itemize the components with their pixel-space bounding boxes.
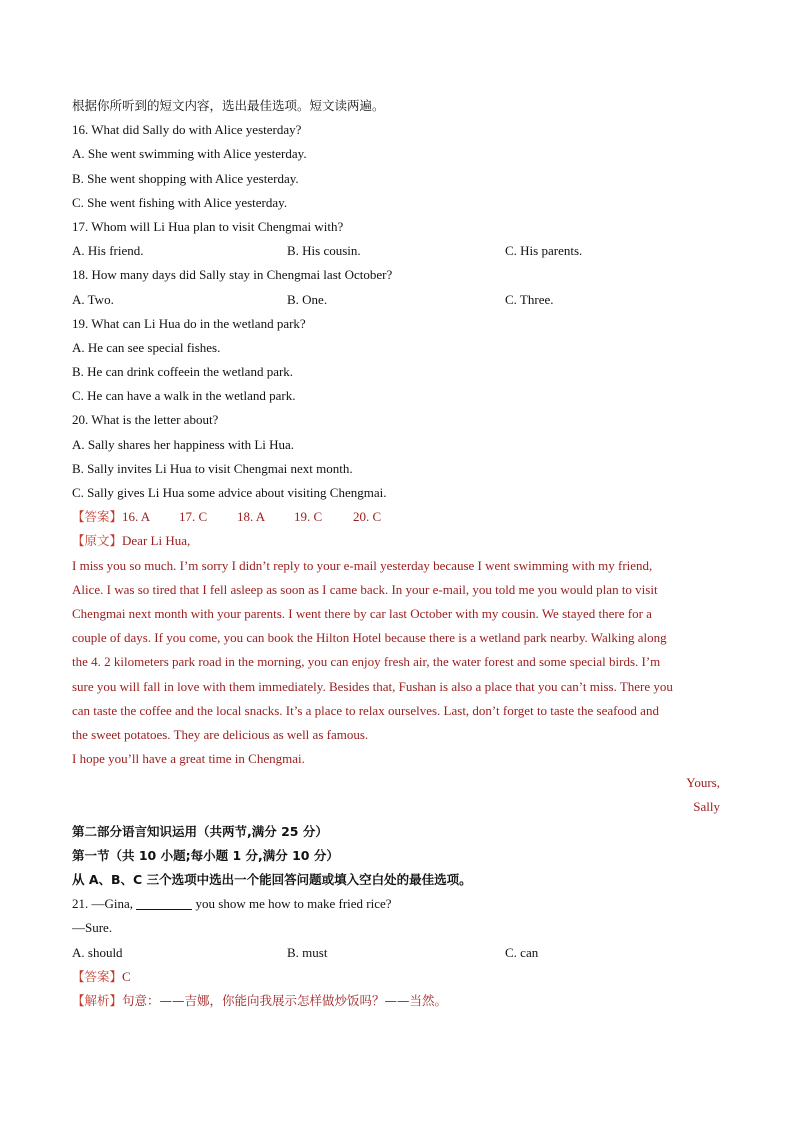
question-17-options: [72, 239, 722, 263]
question-20-option-b: B. Sally invites Li Hua to visit Chengmai next month.: [72, 460, 353, 476]
question-19-option-a: A. He can see special fishes.: [72, 339, 221, 355]
letter-line: couple of days. If you come, you can book the Hilton Hotel because there is a wetland park nearby. Walking along: [72, 630, 667, 646]
question-17-stem: 17. Whom will Li Hua plan to visit Chengmai with?: [72, 218, 344, 234]
letter-line: the sweet potatoes. They are delicious as well as famous.: [72, 726, 369, 742]
question-17-option-c: C. His parents.: [505, 243, 583, 259]
letter-line: I hope you’ll have a great time in Chengmai.: [72, 751, 305, 767]
answer-tag: 【答案】: [72, 509, 123, 525]
answer-tag: 【答案】: [72, 968, 123, 984]
question-16-stem: 16. What did Sally do with Alice yesterday?: [72, 122, 302, 138]
question-19-stem: 19. What can Li Hua do in the wetland park?: [72, 315, 306, 331]
question-20-option-c: C. Sally gives Li Hua some advice about visiting Chengmai.: [72, 485, 387, 500]
letter-line: Chengmai next month with your parents. I went there by car last October with my cousin. We stayed there for a: [72, 605, 652, 621]
question-18-option-a: A. Two.: [72, 291, 114, 307]
question-21-options: [72, 941, 722, 965]
page-content: [72, 94, 722, 1013]
question-21-option-c: C. can: [505, 944, 539, 960]
question-21-reply: —Sure.: [72, 920, 113, 936]
answer-blank: [136, 895, 192, 910]
answer-item: 17. C: [179, 509, 208, 525]
question-16-option-c: C. She went fishing with Alice yesterday.: [72, 194, 288, 210]
letter-line: Alice. I was so tired that I fell asleep as soon as I came back. In your e-mail, you told me you would plan to visit: [72, 581, 658, 597]
question-21-stem-start: 21. —Gina,: [72, 896, 137, 912]
part2-instruction: 从 A、B、C 三个选项中选出一个能回答问题或填入空白处的最佳选项。: [72, 872, 472, 887]
letter-signature: Sally: [693, 799, 720, 815]
question-21-stem-end: you show me how to make fried rice?: [192, 896, 392, 912]
original-tag: 【原文】: [72, 533, 123, 549]
analysis-text: 句意：——吉娜，你能向我展示怎样做炒饭吗？——当然。: [122, 992, 448, 1008]
original-text-header: [72, 529, 722, 553]
letter-line: sure you will fall in love with them immediately. Besides that, Fushan is also a place that you can’t miss. There you: [72, 678, 673, 694]
question-20-stem: 20. What is the letter about?: [72, 412, 219, 428]
listening-instruction: 根据你所听到的短文内容，选出最佳选项。短文读两遍。: [72, 98, 385, 113]
question-17-option-a: A. His friend.: [72, 243, 144, 259]
analysis-21: [72, 989, 722, 1013]
answer-21: [72, 965, 722, 989]
answer-key-16-20: [72, 505, 722, 529]
letter-line: can taste the coffee and the local snacks. It’s a place to relax ourselves. Last, don’t forget to taste the seafood and: [72, 702, 659, 718]
answer-item: 19. C: [294, 509, 323, 525]
part2-title: 第二部分语言知识运用（共两节,满分 25 分）: [72, 823, 328, 839]
answer-item: 18. A: [237, 509, 266, 525]
answer-value: C: [122, 968, 131, 984]
question-18-options: [72, 288, 722, 312]
letter-closing: Yours,: [686, 775, 720, 791]
question-16-option-b: B. She went shopping with Alice yesterday.: [72, 170, 299, 186]
letter-line: the 4. 2 kilometers park road in the morning, you can enjoy fresh air, the water forest and some special birds. I’m: [72, 654, 661, 670]
question-21-option-b: B. must: [287, 944, 328, 960]
question-21-option-a: A. should: [72, 944, 123, 960]
question-20-option-a: A. Sally shares her happiness with Li Hua.: [72, 436, 295, 452]
letter-salutation: Dear Li Hua,: [122, 533, 191, 549]
answer-item: 16. A: [122, 509, 151, 525]
question-19-option-b: B. He can drink coffeein the wetland park.: [72, 364, 294, 380]
question-19-option-c: C. He can have a walk in the wetland park.: [72, 388, 296, 404]
question-18-option-b: B. One.: [287, 291, 328, 307]
letter-body: [72, 554, 722, 772]
answer-item: 20. C: [353, 509, 382, 525]
question-16-option-a: A. She went swimming with Alice yesterday.: [72, 146, 307, 162]
question-21-stem: [72, 892, 722, 916]
analysis-tag: 【解析】: [72, 992, 123, 1008]
letter-line: I miss you so much. I’m sorry I didn’t reply to your e-mail yesterday because I went swimming with my friend,: [72, 557, 653, 573]
question-18-option-c: C. Three.: [505, 291, 554, 307]
question-17-option-b: B. His cousin.: [287, 243, 361, 259]
question-18-stem: 18. How many days did Sally stay in Chengmai last October?: [72, 267, 393, 283]
part2-section1-title: 第一节（共 10 小题;每小题 1 分,满分 10 分）: [72, 847, 339, 863]
